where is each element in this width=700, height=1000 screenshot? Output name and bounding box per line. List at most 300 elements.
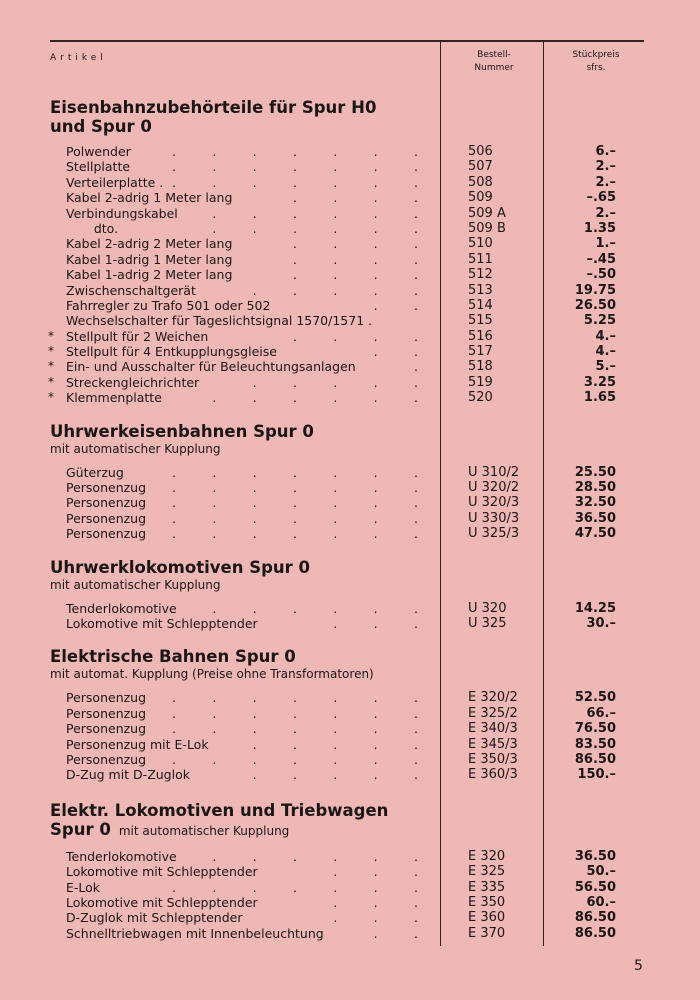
unit-price: 47.50 [574,526,616,542]
unit-price: 1.– [595,236,616,252]
list-item [0,236,700,251]
order-number: E 350/3 [468,751,518,767]
leader-dot: . [172,526,176,542]
list-item [0,283,700,298]
list-item [0,849,700,864]
leader-dot: . [413,328,418,344]
leader-dot: . [333,894,338,910]
leader-dot: . [252,721,257,737]
page-number: 5 [634,958,643,974]
leader-dot: . [212,495,217,511]
leader-dot: . [172,705,176,721]
unit-price: 14.25 [574,600,616,616]
leader-dot [210,236,218,251]
unit-price: 150.– [577,767,616,783]
leader-dot [210,298,218,313]
item-name: Stellpult für 2 Weichen [66,328,209,344]
unit-price: 1.35 [583,220,616,236]
section-gap [0,783,700,801]
leader-dot: . [333,205,338,221]
leader-dot: . [292,282,297,298]
leader-dot: . [413,190,418,206]
section-gap [0,406,700,422]
leader-dot: . [252,600,257,616]
leader-dot: . [292,236,297,252]
list-item [0,375,700,390]
list-item [0,690,700,705]
leader-dot: . [333,251,338,267]
leader-dots [170,283,420,298]
leader-dot: . [413,464,418,480]
leader-dot: . [252,159,257,175]
leader-dot: . [252,736,257,752]
list-item [0,465,700,480]
leader-dot: . [333,526,338,542]
leader-dot: . [373,848,378,864]
list-item [0,221,700,236]
leader-dot: . [333,721,338,737]
leader-dot: . [373,600,378,616]
leader-dot: . [212,159,217,175]
item-name: Streckengleichrichter [66,374,200,390]
leader-dot [251,252,259,267]
leader-dot: . [252,374,257,390]
order-number: U 325/3 [468,526,520,542]
leader-dots [170,721,420,736]
item-list [0,144,700,406]
unit-price: 32.50 [574,495,616,511]
section-title-text: Elektrische Bahnen Spur 0 [50,647,296,667]
unit-price: 26.50 [574,297,616,313]
leader-dot: . [373,236,378,252]
leader-dots [170,298,420,313]
leader-dot: . [413,159,418,175]
order-number: 519 [468,374,493,390]
list-item [0,895,700,910]
section-title-line [50,820,430,841]
leader-dots [170,864,420,879]
section-title-line [50,98,430,117]
leader-dot: . [333,174,338,190]
leader-dot [251,359,259,374]
unit-price: 76.50 [574,721,616,737]
leader-dot [170,910,178,925]
section [0,98,700,406]
leader-dots [170,706,420,721]
leader-dot [170,236,178,251]
leader-dot: . [333,705,338,721]
leader-dot [291,344,299,359]
leader-dot: . [333,864,338,880]
leader-dot [251,344,259,359]
leader-dot [170,267,178,282]
leader-dots [170,159,420,174]
leader-dot: . [413,767,418,783]
leader-dot: . [292,144,297,159]
leader-dot: . [413,205,418,221]
leader-dot [170,206,178,221]
leader-dot: . [172,464,176,480]
unit-price: 28.50 [574,480,616,496]
leader-dot [251,329,259,344]
item-name: Personenzug [66,721,147,737]
order-number: E 345/3 [468,736,518,752]
order-number: U 310/2 [468,464,520,480]
leader-dot: . [373,480,378,496]
leader-dot [210,895,218,910]
leader-dot [372,359,380,374]
leader-dot: . [172,751,176,767]
unit-price: 52.50 [574,690,616,706]
order-number: E 320/2 [468,690,518,706]
leader-dot: . [373,144,378,159]
item-name: D-Zuglok mit Schlepptender [66,910,243,926]
leader-dot: . [413,894,418,910]
leader-dot: . [373,205,378,221]
leader-dot: . [252,282,257,298]
unit-price: 1.65 [583,390,616,406]
leader-dots [170,359,420,374]
order-number: E 360/3 [468,767,518,783]
leader-dot: . [413,390,418,406]
leader-dot: . [413,510,418,526]
leader-dot: . [373,464,378,480]
leader-dot: . [333,328,338,344]
item-name: Ein- und Ausschalter für Beleuchtungsanlagen [66,359,356,375]
order-number: 518 [468,359,493,375]
unit-price: 19.75 [574,282,616,298]
leader-dots [170,910,420,925]
leader-dot: . [413,174,418,190]
leader-dot: . [292,767,297,783]
section-title-text: und Spur 0 [50,117,152,136]
leader-dot [170,221,178,236]
leader-dot: . [252,879,257,895]
leader-dot [210,329,218,344]
header-price-line-1: Stückpreis [572,50,620,60]
leader-dot [170,329,178,344]
order-number: 512 [468,267,493,283]
leader-dot: . [172,879,176,895]
leader-dot: . [292,510,297,526]
leader-dot: . [413,736,418,752]
leader-dots [170,344,420,359]
leader-dot: . [373,879,378,895]
leader-dot: . [252,690,257,706]
leader-dot [210,190,218,205]
leader-dot: . [373,705,378,721]
leader-dot: . [212,526,217,542]
leader-dot: . [333,282,338,298]
leader-dot: . [333,848,338,864]
item-name: Lokomotive mit Schlepptender [66,894,258,910]
leader-dot: . [212,174,217,190]
section-gap [0,631,700,647]
leader-dot: . [333,495,338,511]
leader-dot: . [212,879,217,895]
section [0,422,700,542]
leader-dot: . [252,205,257,221]
order-number: U 320/2 [468,480,520,496]
leader-dot: . [373,751,378,767]
item-name: Personenzug [66,690,147,706]
leader-dot [210,375,218,390]
leader-dot [170,283,178,298]
leader-dots [170,737,420,752]
list-item [0,926,700,941]
leader-dot: . [172,690,176,706]
leader-dot [251,926,259,941]
leader-dot: . [333,910,338,926]
leader-dot: . [373,174,378,190]
leader-dot: . [212,690,217,706]
leader-dot: . [172,495,176,511]
order-number: E 325/2 [468,705,518,721]
leader-dots [170,390,420,405]
leader-dot: . [292,721,297,737]
leader-dot: . [212,721,217,737]
leader-dot [291,298,299,313]
asterisk-mark: * [48,344,54,359]
section-title-line [50,422,430,441]
list-item [0,252,700,267]
leader-dot: . [373,526,378,542]
item-name: Lokomotive mit Schlepptender [66,864,258,880]
leader-dot [291,864,299,879]
leader-dot [170,849,178,864]
item-name: Güterzug [66,464,124,480]
order-number: E 360 [468,910,506,926]
unit-price: 36.50 [574,848,616,864]
list-item [0,359,700,374]
leader-dot: . [413,359,418,375]
order-number: 516 [468,328,493,344]
leader-dots [170,267,420,282]
leader-dot [331,344,339,359]
section-title-text: Spur 0 [50,819,111,839]
list-item [0,159,700,174]
leader-dot [210,737,218,752]
list-item [0,910,700,925]
leader-dot [251,864,259,879]
unit-price: 30.– [586,615,616,631]
order-number: 509 A [468,205,506,221]
leader-dot [331,926,339,941]
item-name: Schnelltriebwagen mit Innenbeleuchtung [66,925,324,941]
order-number: 514 [468,297,493,313]
unit-price: 5.25 [583,313,616,329]
leader-dot: . [292,705,297,721]
leader-dot: . [292,751,297,767]
top-rule [50,40,644,42]
leader-dot [251,267,259,282]
section-subtitle: mit automatischer Kupplung [50,577,221,592]
item-name: Klemmenplatte [66,390,162,406]
leader-dot: . [373,864,378,880]
leader-dots [170,144,420,159]
item-name: Polwender [66,144,131,159]
item-name: Verbindungskabel [66,205,178,221]
leader-dot: . [373,510,378,526]
unit-price: –.45 [586,251,616,267]
section-subtitle: mit automatischer Kupplung [50,441,221,456]
leader-dot: . [333,615,338,631]
leader-dot: . [373,894,378,910]
list-item [0,175,700,190]
list-item [0,495,700,510]
leader-dots [170,206,420,221]
item-name: Personenzug [66,495,147,511]
leader-dot: . [212,705,217,721]
leader-dots [170,880,420,895]
leader-dot: . [373,374,378,390]
unit-price: 3.25 [583,374,616,390]
leader-dot: . [252,464,257,480]
leader-dot [251,895,259,910]
unit-price: –.50 [586,267,616,283]
leader-dot [251,298,259,313]
leader-dot: . [252,144,257,159]
leader-dot: . [172,510,176,526]
leader-dot: . [373,297,378,313]
leader-dot [210,359,218,374]
item-name: Kabel 1-adrig 1 Meter lang [66,251,233,267]
leader-dots [170,465,420,480]
list-item [0,737,700,752]
order-number: 520 [468,390,493,406]
item-name: Tenderlokomotive [66,848,177,864]
unit-price: 86.50 [574,751,616,767]
header-order-number [445,49,543,75]
leader-dot: . [333,736,338,752]
leader-dot: . [292,251,297,267]
unit-price: 6.– [595,144,616,159]
order-number: 515 [468,313,493,329]
leader-dot: . [413,600,418,616]
leader-dot [210,864,218,879]
leader-dots [170,526,420,541]
leader-dot: . [333,390,338,406]
leader-dot: . [212,205,217,221]
leader-dot: . [333,464,338,480]
leader-dot [210,926,218,941]
order-number: E 340/3 [468,721,518,737]
leader-dot: . [172,721,176,737]
leader-dot: . [373,282,378,298]
list-item [0,329,700,344]
leader-dot: . [212,848,217,864]
header-unit-price [548,49,644,75]
leader-dot: . [373,925,378,941]
leader-dots [170,690,420,705]
item-name: Stellplatte [66,159,131,175]
leader-dot [170,359,178,374]
leader-dot: . [252,174,257,190]
leader-dot: . [292,159,297,175]
leader-dot [210,252,218,267]
leader-dot: . [413,220,418,236]
order-number: 506 [468,144,493,159]
leader-dot: . [292,480,297,496]
order-number: 509 B [468,220,506,236]
leader-dot: . [413,615,418,631]
leader-dot: . [292,220,297,236]
leader-dot: . [373,344,378,360]
item-name: Lokomotive mit Schlepptender [66,615,258,631]
leader-dot: . [292,205,297,221]
item-name: Kabel 2-adrig 1 Meter lang [66,190,233,206]
unit-price: 60.– [586,894,616,910]
leader-dot [170,252,178,267]
leader-dot: . [413,690,418,706]
leader-dots [170,926,420,941]
leader-dot [170,926,178,941]
leader-dot: . [413,144,418,159]
order-number: 510 [468,236,493,252]
leader-dot: . [413,864,418,880]
asterisk-mark: * [48,328,54,343]
unit-price: 4.– [595,344,616,360]
list-item [0,267,700,282]
order-number: U 325 [468,615,507,631]
leader-dot: . [333,159,338,175]
list-item [0,480,700,495]
order-number: E 320 [468,848,506,864]
leader-dot: . [413,910,418,926]
leader-dot: . [413,251,418,267]
leader-dot: . [333,600,338,616]
unit-price: 83.50 [574,736,616,752]
catalog-content [0,98,700,941]
leader-dot: . [413,282,418,298]
unit-price: 36.50 [574,510,616,526]
leader-dot: . [413,236,418,252]
item-list [0,690,700,782]
leader-dot: . [373,251,378,267]
item-name: D-Zug mit D-Zuglok [66,767,190,783]
item-name: Wechselschalter für Tageslichtsignal 1570/1571 . [66,313,373,329]
leader-dot [291,359,299,374]
section-title-text: Eisenbahnzubehörteile für Spur H0 [50,98,377,117]
list-item [0,601,700,616]
leader-dot [210,344,218,359]
leader-dot: . [292,464,297,480]
item-name: Personenzug [66,705,147,721]
section-title-line [50,647,430,666]
leader-dot: . [373,267,378,283]
leader-dot: . [373,220,378,236]
leader-dot: . [373,910,378,926]
leader-dots [170,329,420,344]
leader-dot [251,616,259,631]
leader-dot [170,864,178,879]
leader-dot: . [212,144,217,159]
leader-dot [291,926,299,941]
list-item [0,390,700,405]
leader-dot: . [333,190,338,206]
leader-dot: . [292,374,297,390]
leader-dot: . [373,736,378,752]
asterisk-mark: * [48,390,54,405]
leader-dot: . [292,879,297,895]
section-subtitle: mit automat. Kupplung (Preise ohne Transformatoren) [50,667,374,682]
list-item [0,752,700,767]
section-gap [0,542,700,558]
list-item [0,616,700,631]
section-title-text: Elektr. Lokomotiven und Triebwagen [50,800,389,820]
leader-dot: . [292,174,297,190]
section [0,801,700,941]
